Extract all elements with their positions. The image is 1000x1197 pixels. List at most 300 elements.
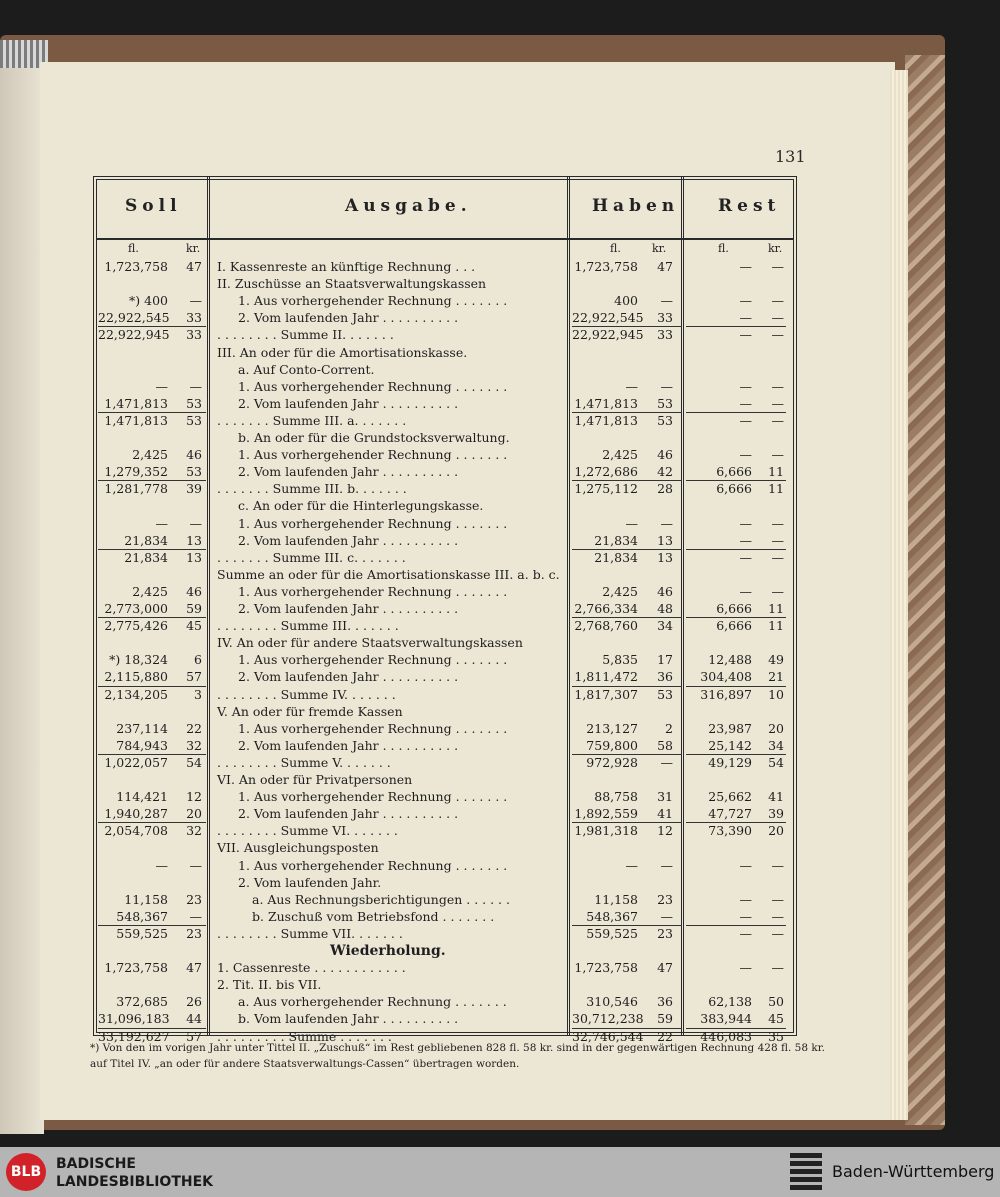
soll-fl-cell: *) 18,324 bbox=[109, 652, 168, 668]
row-label: 2. Vom laufenden Jahr . . . . . . . . . . bbox=[238, 737, 459, 753]
haben-kr-cell: 2 bbox=[665, 720, 673, 736]
rest-kr-cell: 11 bbox=[768, 481, 784, 497]
haben-kr-cell: 12 bbox=[657, 823, 673, 839]
rest-fl-cell: — bbox=[739, 549, 752, 565]
soll-fl-cell: 2,115,880 bbox=[104, 669, 168, 685]
row-label: 1. Aus vorhergehender Rechnung . . . . . . . bbox=[238, 789, 508, 805]
rest-kr-cell: — bbox=[771, 310, 784, 326]
soll-kr-cell: 53 bbox=[186, 464, 202, 480]
rest-fl-cell: — bbox=[739, 515, 752, 531]
haben-fl-cell: 1,723,758 bbox=[574, 259, 638, 274]
row-label: 2. Vom laufenden Jahr . . . . . . . . . . bbox=[238, 310, 459, 326]
haben-fl-cell: — bbox=[625, 515, 638, 531]
sum-rule bbox=[686, 480, 786, 481]
soll-fl-cell: 11,158 bbox=[124, 891, 168, 907]
sum-rule bbox=[572, 925, 682, 926]
rest-kr-cell: — bbox=[771, 293, 784, 309]
soll-kr-cell: — bbox=[189, 857, 202, 873]
haben-fl-cell: 88,758 bbox=[594, 789, 638, 805]
row-label: III. An oder für die Amortisationskasse. bbox=[217, 344, 468, 360]
haben-kr-cell: — bbox=[660, 857, 673, 873]
haben-fl-cell: 11,158 bbox=[594, 891, 638, 907]
row-label: 1. Aus vorhergehender Rechnung . . . . . . . bbox=[238, 652, 508, 668]
haben-kr-cell: — bbox=[660, 908, 673, 924]
unit-kr: kr. bbox=[652, 242, 667, 255]
haben-kr-cell: 36 bbox=[657, 994, 673, 1010]
haben-kr-cell: 34 bbox=[657, 618, 673, 634]
soll-fl-cell: 2,775,426 bbox=[104, 618, 168, 634]
sum-rule bbox=[98, 326, 206, 327]
row-label: . . . . . . . . . Summe . . . . . . . bbox=[217, 1028, 392, 1044]
haben-kr-cell: 47 bbox=[657, 259, 673, 274]
rest-kr-cell: 35 bbox=[768, 1028, 784, 1044]
soll-kr-cell: 3 bbox=[194, 686, 202, 702]
library-line-1: BADISCHE bbox=[56, 1156, 136, 1172]
header-haben: Haben bbox=[592, 196, 680, 216]
rest-fl-cell: — bbox=[739, 259, 752, 274]
rest-fl-cell: 73,390 bbox=[708, 823, 752, 839]
soll-kr-cell: — bbox=[189, 378, 202, 394]
left-page bbox=[0, 44, 44, 1134]
row-label: Summe an oder für die Amortisationskasse III. a. b. c. bbox=[217, 566, 560, 582]
soll-kr-cell: 45 bbox=[186, 618, 202, 634]
rest-fl-cell: — bbox=[739, 412, 752, 428]
rest-kr-cell: 49 bbox=[768, 652, 784, 668]
row-label: 2. Vom laufenden Jahr . . . . . . . . . . bbox=[238, 464, 459, 480]
soll-fl-cell: 1,281,778 bbox=[104, 481, 168, 497]
row-label: . . . . . . . . Summe V. . . . . . . bbox=[217, 754, 391, 770]
row-label: . . . . . . . . Summe IV. . . . . . . bbox=[217, 686, 396, 702]
row-label: 2. Vom laufenden Jahr . . . . . . . . . . bbox=[238, 532, 459, 548]
sum-rule bbox=[98, 925, 206, 926]
marbled-edge bbox=[905, 55, 945, 1125]
rest-fl-cell: 6,666 bbox=[716, 601, 752, 616]
rest-fl-cell: 25,142 bbox=[708, 737, 752, 753]
rest-fl-cell: — bbox=[739, 327, 752, 343]
rest-kr-cell: — bbox=[771, 447, 784, 463]
row-label: 1. Aus vorhergehender Rechnung . . . . . . . bbox=[238, 720, 508, 736]
row-label: . . . . . . . . Summe VI. . . . . . . bbox=[217, 823, 398, 839]
soll-fl-cell: 2,134,205 bbox=[104, 686, 168, 702]
rest-kr-cell: — bbox=[771, 327, 784, 343]
rest-fl-cell: — bbox=[739, 293, 752, 309]
library-name bbox=[56, 1155, 213, 1191]
sum-rule bbox=[572, 822, 682, 823]
sum-rule bbox=[98, 617, 206, 618]
haben-kr-cell: 46 bbox=[657, 447, 673, 463]
haben-kr-cell: — bbox=[660, 293, 673, 309]
rest-fl-cell: 23,987 bbox=[708, 720, 752, 736]
rest-kr-cell: 54 bbox=[768, 754, 784, 770]
soll-kr-cell: 22 bbox=[186, 720, 202, 736]
haben-kr-cell: 13 bbox=[657, 549, 673, 565]
sum-rule bbox=[98, 754, 206, 755]
rest-kr-cell: — bbox=[771, 583, 784, 599]
sum-rule bbox=[98, 1028, 206, 1029]
sum-rule bbox=[686, 754, 786, 755]
row-label: 1. Aus vorhergehender Rechnung . . . . . . . bbox=[238, 857, 508, 873]
soll-kr-cell: — bbox=[189, 908, 202, 924]
soll-kr-cell: 6 bbox=[194, 652, 202, 668]
sum-rule bbox=[572, 686, 682, 687]
row-label: . . . . . . . Summe III. a. . . . . . . bbox=[217, 412, 407, 428]
haben-fl-cell: 1,811,472 bbox=[574, 669, 638, 685]
soll-kr-cell: 57 bbox=[186, 1028, 202, 1044]
sum-rule bbox=[98, 412, 206, 413]
sum-rule bbox=[572, 1028, 682, 1029]
haben-kr-cell: 46 bbox=[657, 583, 673, 599]
rest-kr-cell: 45 bbox=[768, 1011, 784, 1027]
rest-kr-cell: 39 bbox=[768, 806, 784, 822]
sum-rule bbox=[686, 549, 786, 550]
haben-kr-cell: 13 bbox=[657, 532, 673, 548]
sum-rule bbox=[98, 822, 206, 823]
row-label: 2. Vom laufenden Jahr . . . . . . . . . . bbox=[238, 669, 459, 685]
soll-kr-cell: 23 bbox=[186, 925, 202, 941]
soll-kr-cell: 33 bbox=[186, 310, 202, 326]
rest-kr-cell: 20 bbox=[768, 823, 784, 839]
haben-kr-cell: 33 bbox=[657, 310, 673, 326]
soll-kr-cell: 13 bbox=[186, 532, 202, 548]
header-soll: Soll bbox=[125, 196, 182, 216]
haben-kr-cell: 23 bbox=[657, 891, 673, 907]
haben-fl-cell: 1,471,813 bbox=[574, 395, 638, 411]
rest-fl-cell: 316,897 bbox=[700, 686, 752, 702]
row-label: . . . . . . . . Summe II. . . . . . . bbox=[217, 327, 394, 343]
row-label: b. Zuschuß vom Betriebsfond . . . . . . . bbox=[252, 908, 495, 924]
soll-kr-cell: 32 bbox=[186, 823, 202, 839]
soll-fl-cell: 2,773,000 bbox=[104, 601, 168, 616]
rest-fl-cell: — bbox=[739, 532, 752, 548]
soll-kr-cell: 13 bbox=[186, 549, 202, 565]
haben-fl-cell: 1,272,686 bbox=[574, 464, 638, 480]
rest-fl-cell: — bbox=[739, 857, 752, 873]
header-rest: Rest bbox=[718, 196, 781, 216]
row-label: 2. Vom laufenden Jahr. bbox=[238, 874, 382, 890]
row-label: b. Vom laufenden Jahr . . . . . . . . . . bbox=[238, 1011, 459, 1027]
rest-fl-cell: 12,488 bbox=[708, 652, 752, 668]
soll-fl-cell: 21,834 bbox=[124, 532, 168, 548]
haben-kr-cell: 41 bbox=[657, 806, 673, 822]
row-label: 1. Aus vorhergehender Rechnung . . . . . . . bbox=[238, 378, 508, 394]
row-label: IV. An oder für andere Staatsverwaltungskassen bbox=[217, 635, 523, 651]
soll-kr-cell: 32 bbox=[186, 737, 202, 753]
soll-kr-cell: 39 bbox=[186, 481, 202, 497]
soll-fl-cell: 22,922,545 bbox=[98, 310, 170, 326]
row-label: 1. Cassenreste . . . . . . . . . . . . bbox=[217, 960, 406, 976]
haben-kr-cell: 58 bbox=[657, 737, 673, 753]
sum-rule bbox=[572, 480, 682, 481]
rest-kr-cell: — bbox=[771, 378, 784, 394]
header-ausgabe: Ausgabe. bbox=[345, 196, 472, 216]
row-label: . . . . . . . Summe III. c. . . . . . . bbox=[217, 549, 406, 565]
soll-fl-cell: 33,192,627 bbox=[98, 1028, 170, 1044]
sum-rule bbox=[572, 617, 682, 618]
haben-fl-cell: 1,817,307 bbox=[574, 686, 638, 702]
sum-rule bbox=[572, 412, 682, 413]
soll-fl-cell: 2,425 bbox=[132, 583, 168, 599]
rest-kr-cell: — bbox=[771, 412, 784, 428]
page-edges bbox=[890, 70, 908, 1120]
rest-kr-cell: — bbox=[771, 891, 784, 907]
sum-rule bbox=[572, 754, 682, 755]
row-label: 2. Vom laufenden Jahr . . . . . . . . . . bbox=[238, 395, 459, 411]
haben-fl-cell: 22,922,945 bbox=[572, 327, 644, 343]
row-label: V. An oder für fremde Kassen bbox=[217, 703, 403, 719]
rest-fl-cell: 383,944 bbox=[700, 1011, 752, 1027]
sum-rule bbox=[572, 549, 682, 550]
soll-fl-cell: 548,367 bbox=[116, 908, 168, 924]
haben-fl-cell: 310,546 bbox=[586, 994, 638, 1010]
rest-fl-cell: 446,083 bbox=[700, 1028, 752, 1044]
haben-fl-cell: 1,471,813 bbox=[574, 412, 638, 428]
haben-fl-cell: — bbox=[625, 378, 638, 394]
rest-fl-cell: — bbox=[739, 925, 752, 941]
soll-kr-cell: 53 bbox=[186, 395, 202, 411]
haben-fl-cell: 400 bbox=[614, 293, 638, 309]
rest-fl-cell: — bbox=[739, 447, 752, 463]
haben-kr-cell: 53 bbox=[657, 412, 673, 428]
sum-rule bbox=[98, 549, 206, 550]
haben-kr-cell: 53 bbox=[657, 686, 673, 702]
soll-fl-cell: 1,022,057 bbox=[104, 754, 168, 770]
rest-kr-cell: — bbox=[771, 925, 784, 941]
soll-kr-cell: 57 bbox=[186, 669, 202, 685]
row-label: 2. Vom laufenden Jahr . . . . . . . . . . bbox=[238, 601, 459, 616]
footnote: auf Titel IV. „an oder für andere Staatsverwaltungs-Cassen“ übertragen worden. bbox=[90, 1058, 520, 1070]
rest-fl-cell: — bbox=[739, 395, 752, 411]
rest-kr-cell: — bbox=[771, 532, 784, 548]
row-label: b. An oder für die Grundstocksverwaltung. bbox=[238, 430, 510, 445]
sum-rule bbox=[686, 326, 786, 327]
haben-fl-cell: 21,834 bbox=[594, 549, 638, 565]
sum-rule bbox=[686, 412, 786, 413]
row-label: 1. Aus vorhergehender Rechnung . . . . . . . bbox=[238, 447, 508, 463]
rest-fl-cell: — bbox=[739, 378, 752, 394]
row-label: . . . . . . . Summe III. b. . . . . . . bbox=[217, 481, 407, 497]
haben-kr-cell: — bbox=[660, 378, 673, 394]
soll-kr-cell: — bbox=[189, 515, 202, 531]
haben-fl-cell: 559,525 bbox=[586, 925, 638, 941]
row-label: 1. Aus vorhergehender Rechnung . . . . . . . bbox=[238, 515, 508, 531]
haben-fl-cell: 2,768,760 bbox=[574, 618, 638, 634]
column-divider bbox=[681, 176, 684, 1036]
rest-kr-cell: — bbox=[771, 515, 784, 531]
haben-kr-cell: 33 bbox=[657, 327, 673, 343]
sum-rule bbox=[98, 480, 206, 481]
haben-kr-cell: 53 bbox=[657, 395, 673, 411]
soll-kr-cell: 59 bbox=[186, 601, 202, 616]
blb-logo: BLB bbox=[6, 1153, 46, 1191]
library-line-2: LANDESBIBLIOTHEK bbox=[56, 1174, 214, 1190]
row-label: . . . . . . . . Summe VII. . . . . . . bbox=[217, 925, 403, 941]
soll-kr-cell: 47 bbox=[186, 259, 202, 274]
state-name: Baden-Württemberg bbox=[832, 1162, 995, 1181]
soll-fl-cell: 559,525 bbox=[116, 925, 168, 941]
haben-fl-cell: 2,766,334 bbox=[574, 601, 638, 616]
rest-fl-cell: 304,408 bbox=[700, 669, 752, 685]
haben-fl-cell: 213,127 bbox=[586, 720, 638, 736]
rest-fl-cell: 6,666 bbox=[716, 481, 752, 497]
soll-fl-cell: — bbox=[155, 857, 168, 873]
haben-kr-cell: 31 bbox=[657, 789, 673, 805]
soll-kr-cell: 44 bbox=[186, 1011, 202, 1027]
row-label: . . . . . . . . Summe III. . . . . . . bbox=[217, 618, 399, 634]
rest-kr-cell: 11 bbox=[768, 601, 784, 616]
haben-kr-cell: 36 bbox=[657, 669, 673, 685]
haben-kr-cell: 47 bbox=[657, 960, 673, 976]
haben-kr-cell: 59 bbox=[657, 1011, 673, 1027]
rest-fl-cell: — bbox=[739, 960, 752, 976]
soll-fl-cell: — bbox=[155, 515, 168, 531]
haben-fl-cell: 548,367 bbox=[586, 908, 638, 924]
column-divider bbox=[567, 176, 570, 1036]
haben-fl-cell: 1,981,318 bbox=[574, 823, 638, 839]
haben-kr-cell: 17 bbox=[657, 652, 673, 668]
haben-kr-cell: — bbox=[660, 515, 673, 531]
row-label: 1. Aus vorhergehender Rechnung . . . . . . . bbox=[238, 583, 508, 599]
haben-fl-cell: 759,800 bbox=[586, 737, 638, 753]
soll-kr-cell: 46 bbox=[186, 583, 202, 599]
rest-fl-cell: 49,129 bbox=[708, 754, 752, 770]
soll-fl-cell: 31,096,183 bbox=[98, 1011, 170, 1027]
haben-fl-cell: 1,892,559 bbox=[574, 806, 638, 822]
soll-kr-cell: 47 bbox=[186, 960, 202, 976]
unit-kr: kr. bbox=[186, 242, 201, 255]
row-label: c. An oder für die Hinterlegungskasse. bbox=[238, 498, 484, 514]
row-label: 2. Tit. II. bis VII. bbox=[217, 977, 322, 993]
sum-rule bbox=[686, 822, 786, 823]
row-label: a. Auf Conto-Corrent. bbox=[238, 361, 375, 377]
rest-fl-cell: 62,138 bbox=[708, 994, 752, 1010]
soll-fl-cell: 237,114 bbox=[116, 720, 168, 736]
haben-fl-cell: 1,723,758 bbox=[574, 960, 638, 976]
haben-kr-cell: 28 bbox=[657, 481, 673, 497]
haben-fl-cell: 5,835 bbox=[602, 652, 638, 668]
rest-fl-cell: 47,727 bbox=[708, 806, 752, 822]
haben-kr-cell: 22 bbox=[657, 1028, 673, 1044]
rest-kr-cell: 20 bbox=[768, 720, 784, 736]
state-lions-icon bbox=[790, 1153, 822, 1191]
rest-fl-cell: 6,666 bbox=[716, 618, 752, 634]
rest-kr-cell: 11 bbox=[768, 618, 784, 634]
page-number: 131 bbox=[775, 147, 806, 166]
unit-fl: fl. bbox=[718, 242, 729, 255]
soll-kr-cell: 46 bbox=[186, 447, 202, 463]
soll-fl-cell: — bbox=[155, 378, 168, 394]
haben-fl-cell: 972,928 bbox=[586, 754, 638, 770]
soll-kr-cell: 33 bbox=[186, 327, 202, 343]
rest-kr-cell: — bbox=[771, 259, 784, 274]
haben-fl-cell: 30,712,238 bbox=[572, 1011, 644, 1027]
rest-kr-cell: — bbox=[771, 960, 784, 976]
rest-kr-cell: — bbox=[771, 549, 784, 565]
row-label: a. Aus Rechnungsberichtigungen . . . . . . bbox=[252, 891, 510, 907]
sum-rule bbox=[686, 1028, 786, 1029]
sum-rule bbox=[686, 617, 786, 618]
haben-fl-cell: 2,425 bbox=[602, 583, 638, 599]
haben-kr-cell: 48 bbox=[657, 601, 673, 616]
rest-fl-cell: 6,666 bbox=[716, 464, 752, 480]
soll-fl-cell: 22,922,945 bbox=[98, 327, 170, 343]
rest-kr-cell: 21 bbox=[768, 669, 784, 685]
rest-kr-cell: — bbox=[771, 857, 784, 873]
soll-fl-cell: 784,943 bbox=[116, 737, 168, 753]
soll-kr-cell: 23 bbox=[186, 891, 202, 907]
rest-kr-cell: 11 bbox=[768, 464, 784, 480]
haben-fl-cell: 1,275,112 bbox=[574, 481, 638, 497]
rest-kr-cell: 34 bbox=[768, 737, 784, 753]
unit-fl: fl. bbox=[128, 242, 139, 255]
unit-kr: kr. bbox=[768, 242, 783, 255]
soll-fl-cell: 1,940,287 bbox=[104, 806, 168, 822]
sum-rule bbox=[686, 686, 786, 687]
soll-kr-cell: 26 bbox=[186, 994, 202, 1010]
rest-fl-cell: — bbox=[739, 908, 752, 924]
soll-kr-cell: 20 bbox=[186, 806, 202, 822]
footnote: *) Von den im vorigen Jahr unter Tittel II. „Zuschuß“ im Rest gebliebenen 828 fl. 58 kr. sind in der gegenwärtigen Rechnung 428 fl. 58 kr. bbox=[90, 1042, 825, 1054]
soll-fl-cell: 21,834 bbox=[124, 549, 168, 565]
soll-kr-cell: 12 bbox=[186, 789, 202, 805]
sum-rule bbox=[686, 925, 786, 926]
row-label: II. Zuschüsse an Staatsverwaltungskassen bbox=[217, 276, 487, 292]
soll-fl-cell: 1,723,758 bbox=[104, 259, 168, 274]
haben-fl-cell: 21,834 bbox=[594, 532, 638, 548]
haben-kr-cell: 23 bbox=[657, 925, 673, 941]
row-label: I. Kassenreste an künftige Rechnung . . . bbox=[217, 259, 476, 274]
rest-kr-cell: 50 bbox=[768, 994, 784, 1010]
sum-rule bbox=[98, 686, 206, 687]
haben-kr-cell: — bbox=[660, 754, 673, 770]
soll-fl-cell: 2,054,708 bbox=[104, 823, 168, 839]
row-label: a. Aus vorhergehender Rechnung . . . . . . . bbox=[238, 994, 507, 1010]
soll-fl-cell: 1,279,352 bbox=[104, 464, 168, 480]
unit-fl: fl. bbox=[610, 242, 621, 255]
soll-fl-cell: 114,421 bbox=[116, 789, 168, 805]
rest-kr-cell: — bbox=[771, 395, 784, 411]
haben-fl-cell: — bbox=[625, 857, 638, 873]
rest-kr-cell: 10 bbox=[768, 686, 784, 702]
rest-fl-cell: — bbox=[739, 310, 752, 326]
column-divider bbox=[207, 176, 210, 1036]
soll-fl-cell: 1,471,813 bbox=[104, 412, 168, 428]
soll-fl-cell: 1,723,758 bbox=[104, 960, 168, 976]
haben-fl-cell: 22,922,545 bbox=[572, 310, 644, 326]
row-label: 2. Vom laufenden Jahr . . . . . . . . . . bbox=[238, 806, 459, 822]
header-divider bbox=[96, 238, 794, 240]
rest-fl-cell: 25,662 bbox=[708, 789, 752, 805]
row-label: VI. An oder für Privatpersonen bbox=[217, 772, 413, 787]
rest-fl-cell: — bbox=[739, 891, 752, 907]
soll-fl-cell: 2,425 bbox=[132, 447, 168, 463]
row-label: 1. Aus vorhergehender Rechnung . . . . . . . bbox=[238, 293, 508, 309]
soll-fl-cell: 372,685 bbox=[116, 994, 168, 1010]
rest-kr-cell: — bbox=[771, 908, 784, 924]
haben-kr-cell: 42 bbox=[657, 464, 673, 480]
soll-fl-cell: *) 400 bbox=[129, 293, 168, 309]
row-label: Wiederholung. bbox=[330, 943, 446, 959]
haben-fl-cell: 32,746,544 bbox=[572, 1028, 644, 1044]
haben-fl-cell: 2,425 bbox=[602, 447, 638, 463]
soll-fl-cell: 1,471,813 bbox=[104, 395, 168, 411]
rest-kr-cell: 41 bbox=[768, 789, 784, 805]
sum-rule bbox=[572, 326, 682, 327]
soll-kr-cell: 53 bbox=[186, 412, 202, 428]
row-label: VII. Ausgleichungsposten bbox=[217, 840, 379, 856]
soll-kr-cell: 54 bbox=[186, 754, 202, 770]
rest-fl-cell: — bbox=[739, 583, 752, 599]
soll-kr-cell: — bbox=[189, 293, 202, 309]
